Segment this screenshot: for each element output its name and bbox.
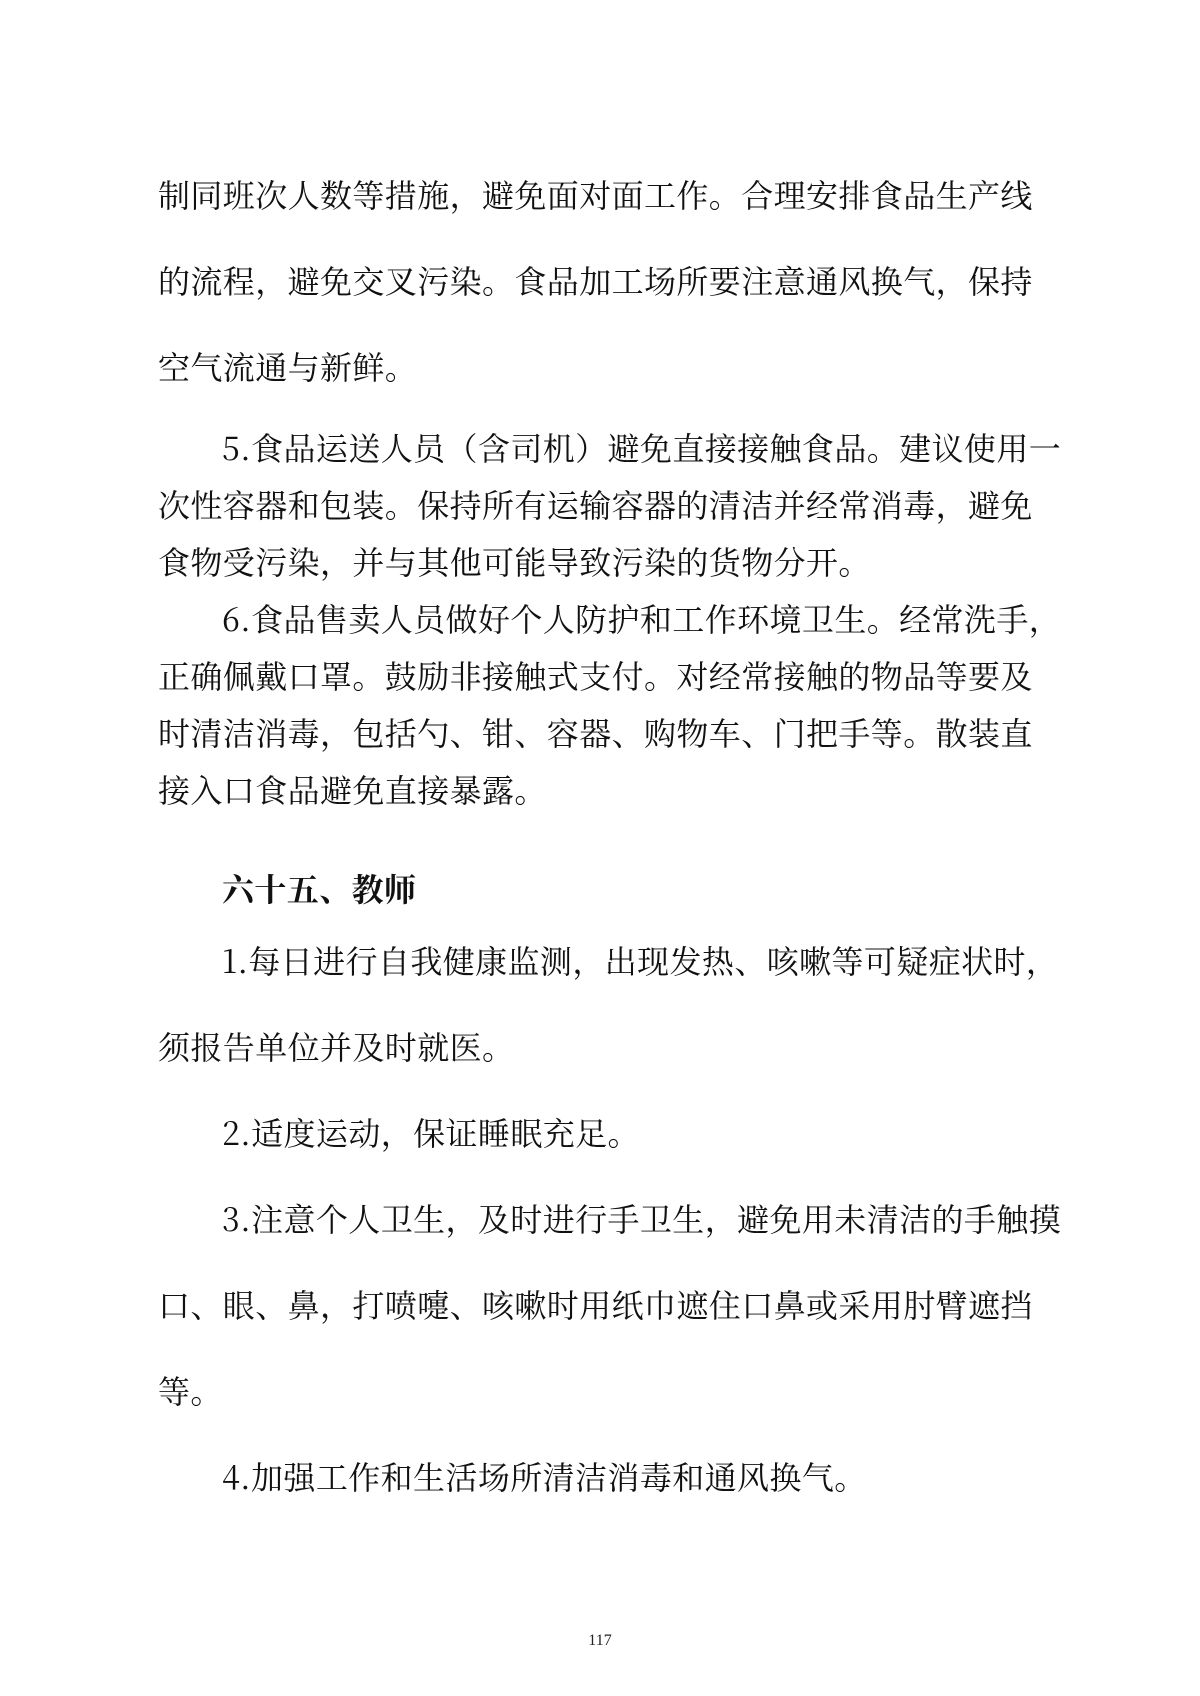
- text-line: 口、眼、鼻，打喷嚏、咳嗽时用纸巾遮住口鼻或采用肘臂遮挡: [158, 1281, 1033, 1327]
- text-line: 时清洁消毒，包括勺、钳、容器、购物车、门把手等。散装直: [158, 709, 1033, 755]
- text-line: 的流程，避免交叉污染。食品加工场所要注意通风换气，保持: [158, 257, 1033, 303]
- item-1-start: 1.每日进行自我健康监测，出现发热、咳嗽等可疑症状时，: [222, 937, 1059, 983]
- item-3-start: 3.注意个人卫生，及时进行手卫生，避免用未清洁的手触摸: [222, 1195, 1062, 1241]
- text-line: 须报告单位并及时就医。: [158, 1023, 515, 1069]
- text-line: 等。: [158, 1367, 223, 1413]
- item-2: 2.适度运动，保证睡眠充足。: [222, 1109, 640, 1155]
- text-line: 食物受污染，并与其他可能导致污染的货物分开。: [158, 538, 871, 584]
- text-line: 正确佩戴口罩。鼓励非接触式支付。对经常接触的物品等要及: [158, 652, 1033, 698]
- page-number: 117: [588, 1632, 612, 1649]
- item-4: 4.加强工作和生活场所清洁消毒和通风换气。: [222, 1453, 867, 1499]
- text-line: 制同班次人数等措施，避免面对面工作。合理安排食品生产线: [158, 171, 1033, 217]
- paragraph-5-start: 5.食品运送人员（含司机）避免直接接触食品。建议使用一: [222, 424, 1062, 470]
- text-line: 空气流通与新鲜。: [158, 343, 418, 389]
- text-line: 接入口食品避免直接暴露。: [158, 766, 547, 812]
- text-line: 次性容器和包装。保持所有运输容器的清洁并经常消毒，避免: [158, 481, 1033, 527]
- paragraph-6-start: 6.食品售卖人员做好个人防护和工作环境卫生。经常洗手，: [222, 595, 1062, 641]
- section-heading: 六十五、教师: [222, 865, 417, 911]
